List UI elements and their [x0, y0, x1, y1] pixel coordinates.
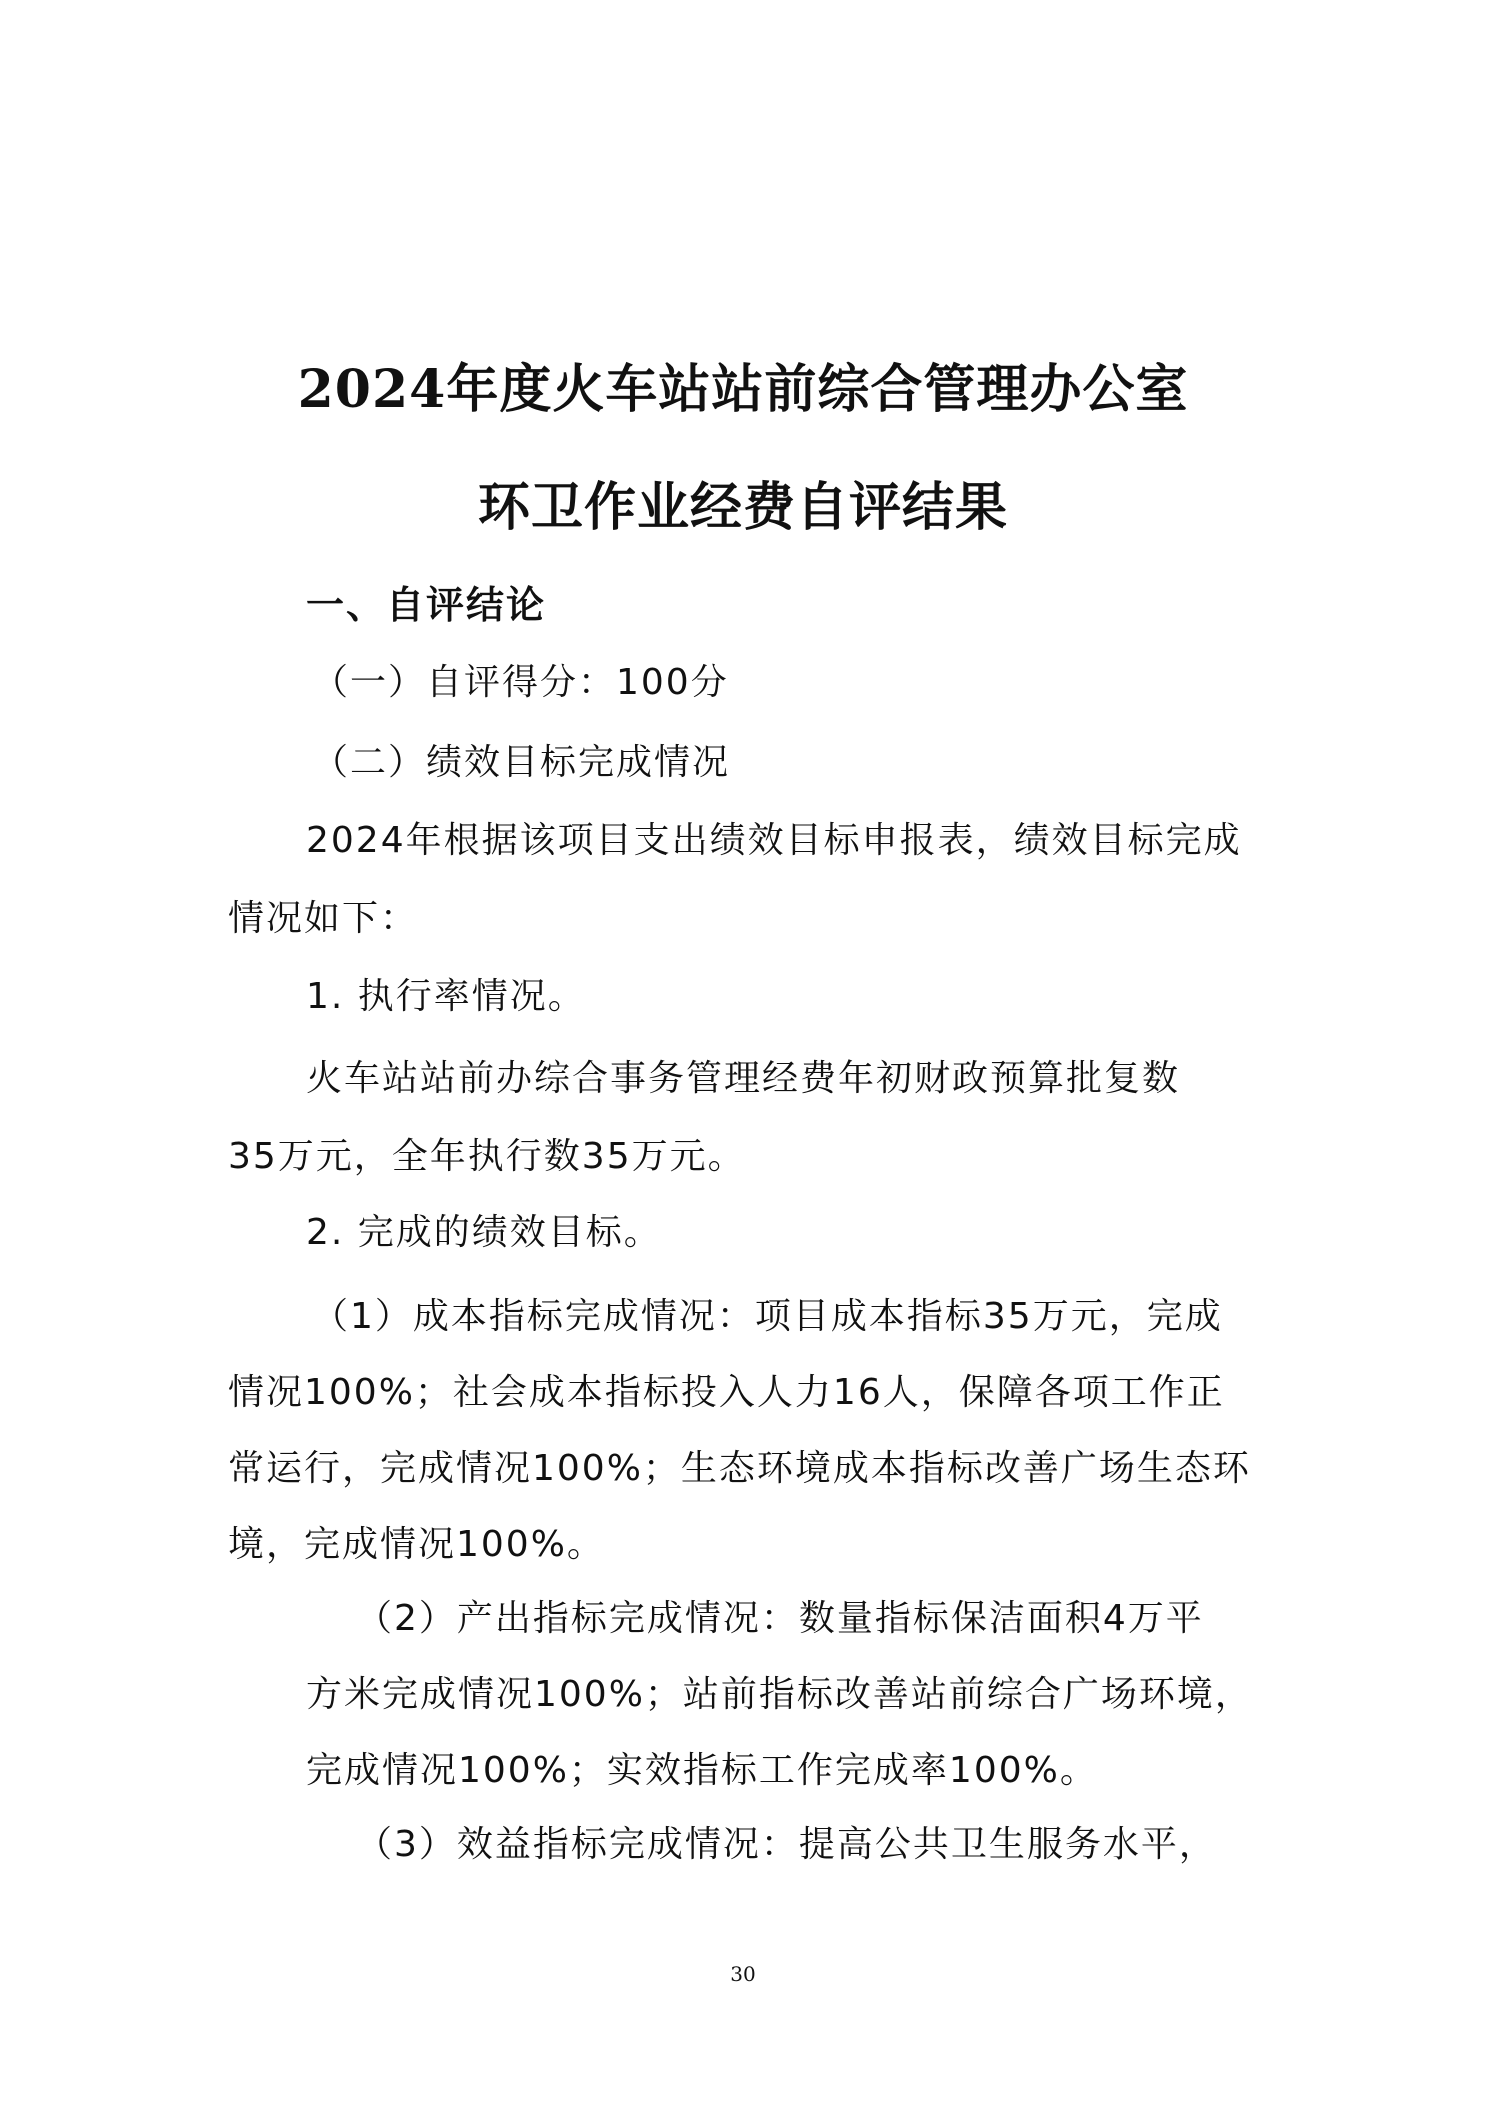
- cost-indicator-line-4: 境，完成情况100%。: [228, 1524, 605, 1565]
- document-title-line-1: 2024年度火车站站前综合管理办公室: [297, 359, 1189, 420]
- document-title-line-2: 环卫作业经费自评结果: [477, 477, 1008, 538]
- execution-rate-heading: 1. 执行率情况。: [306, 976, 586, 1017]
- cost-indicator-line-2: 情况100%；社会成本指标投入人力16人，保障各项工作正: [228, 1372, 1225, 1413]
- execution-rate-line-2: 35万元，全年执行数35万元。: [228, 1136, 746, 1177]
- output-indicator-line-3: 完成情况100%；实效指标工作完成率100%。: [306, 1750, 1098, 1791]
- cost-indicator-line-1: （1）成本指标完成情况：项目成本指标35万元，完成: [312, 1296, 1223, 1337]
- page-number: 30: [730, 1962, 756, 1986]
- output-indicator-line-2: 方米完成情况100%；站前指标改善站前综合广场环境，: [306, 1674, 1253, 1715]
- completed-goals-heading: 2. 完成的绩效目标。: [306, 1212, 662, 1253]
- execution-rate-line-1: 火车站站前办综合事务管理经费年初财政预算批复数: [306, 1058, 1181, 1099]
- cost-indicator-line-3: 常运行，完成情况100%；生态环境成本指标改善广场生态环: [228, 1448, 1251, 1489]
- output-indicator-line-1: （2）产出指标完成情况：数量指标保洁面积4万平: [356, 1598, 1204, 1639]
- intro-paragraph-line-1: 2024年根据该项目支出绩效目标申报表，绩效目标完成: [306, 820, 1242, 861]
- benefit-indicator-line-1: （3）效益指标完成情况：提高公共卫生服务水平，: [356, 1824, 1217, 1865]
- self-score-line: （一）自评得分：100分: [312, 662, 729, 703]
- intro-paragraph-line-2: 情况如下：: [228, 898, 419, 939]
- section-heading-conclusion: 一、自评结论: [306, 583, 547, 627]
- goal-completion-subheading: （二）绩效目标完成情况: [312, 742, 731, 783]
